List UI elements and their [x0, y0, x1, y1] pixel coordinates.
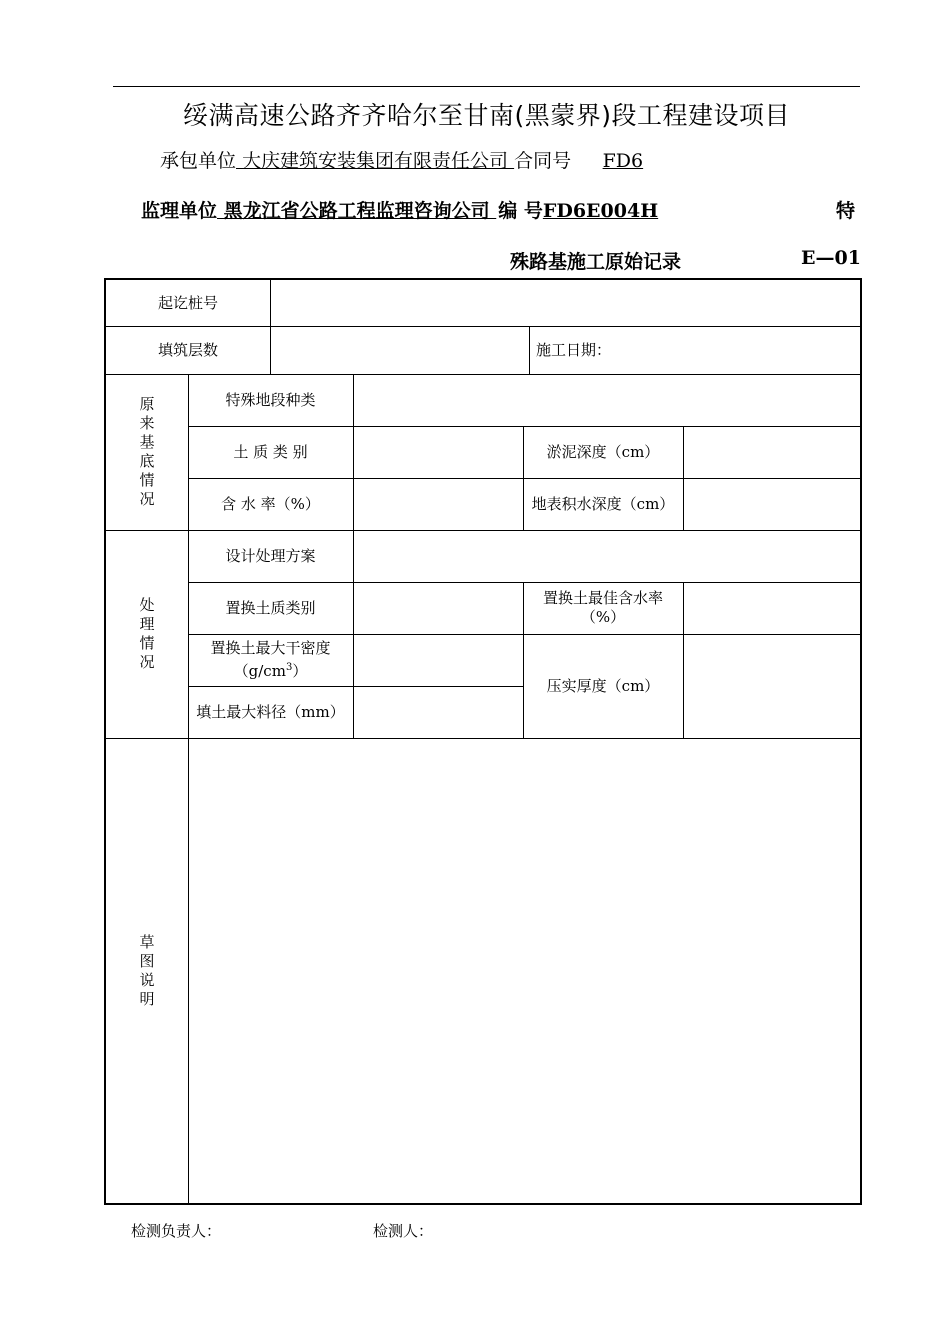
special-type-label: 特殊地段种类	[225, 390, 316, 409]
original-section-label: 原来基底情况	[139, 395, 155, 508]
compaction-thickness-label: 压实厚度（cm）	[546, 676, 660, 695]
col-line	[270, 280, 271, 374]
silt-depth-label: 淤泥深度（cm）	[546, 442, 660, 461]
date-label: 施工日期：	[536, 340, 612, 359]
soil-type-label: 土 质 类 别	[233, 442, 308, 461]
station-label: 起讫桩号	[157, 293, 218, 312]
record-table	[104, 278, 862, 1205]
form-title-part2: 殊路基施工原始记录	[510, 251, 682, 273]
layers-label: 填筑层数	[157, 340, 218, 359]
top-rule	[113, 86, 860, 87]
form-title-part1: 特	[836, 200, 856, 222]
serial-value: FD6E004H	[542, 200, 659, 222]
test-supervisor-label: 检测负责人：	[131, 1222, 222, 1240]
sketch-section-label: 草图说明	[139, 932, 155, 1008]
moisture-label: 含 水 率（%）	[221, 494, 320, 513]
water-depth-label: 地表积水深度（cm）	[531, 494, 675, 513]
col-line	[529, 326, 530, 374]
replace-soil-type-label: 置换土质类别	[225, 598, 316, 617]
contract-no-label: 合同号	[514, 150, 572, 172]
col-line	[353, 374, 354, 738]
supervisor-value: 黑龙江省公路工程监理咨询公司	[217, 200, 497, 222]
contractor-label: 承包单位	[160, 150, 237, 172]
supervisor-line	[141, 196, 689, 223]
max-particle-label: 填土最大料径（mm）	[196, 702, 345, 721]
contractor-value: 大庆建筑安装集团有限责任公司	[236, 150, 515, 172]
contract-no-value: FD6	[602, 150, 644, 172]
col-line	[683, 426, 684, 530]
design-plan-label: 设计处理方案	[225, 546, 316, 565]
project-title: 绥满高速公路齐齐哈尔至甘南(黑蒙界)段工程建设项目	[182, 101, 790, 130]
tester-label: 检测人：	[373, 1222, 434, 1240]
contractor-line	[160, 146, 643, 173]
col-line	[683, 582, 684, 738]
serial-label: 编 号	[498, 200, 543, 222]
form-code: E—01	[801, 247, 861, 269]
replace-max-density-label: 置换土最大干密度$(g/cm^3)$	[210, 639, 331, 680]
treatment-section-label: 处理情况	[139, 596, 155, 671]
row-line	[106, 738, 860, 739]
supervisor-label: 监理单位	[141, 200, 218, 222]
replace-optimal-moisture-label: 置换土最佳含水率（%）	[542, 589, 663, 626]
